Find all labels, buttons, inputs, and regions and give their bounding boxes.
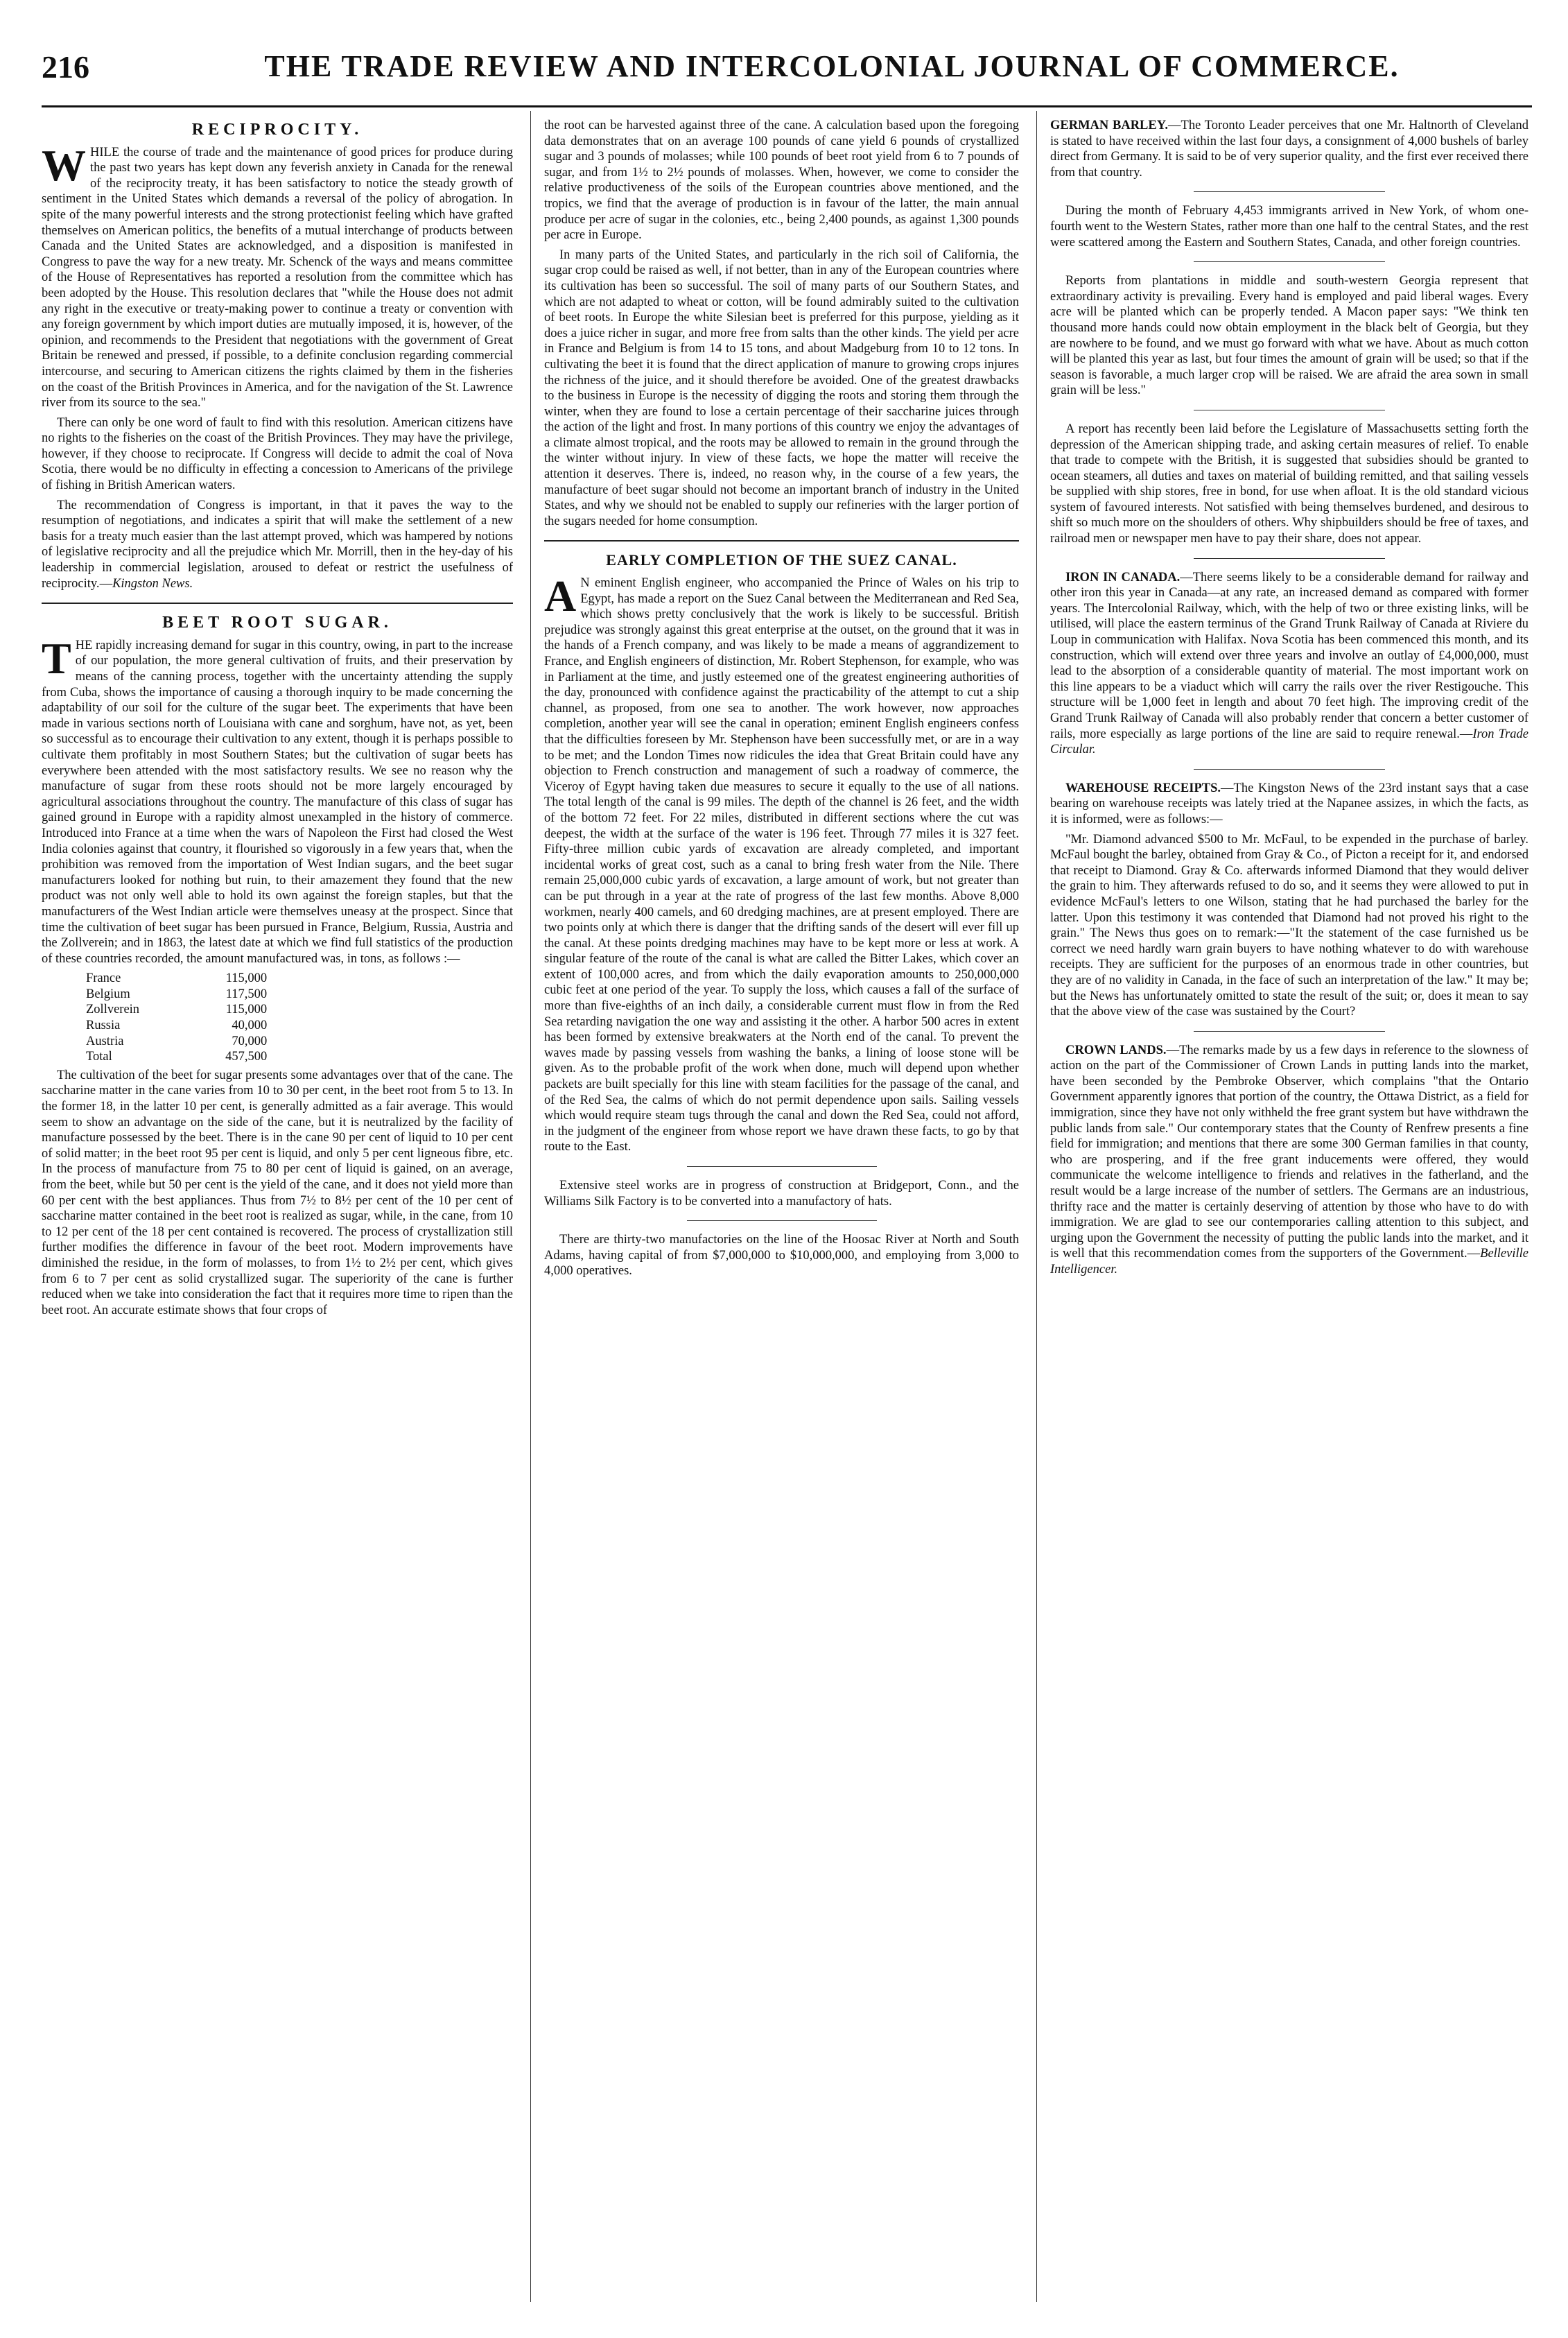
- article-separator: [42, 603, 513, 604]
- article-separator: [1194, 1031, 1385, 1032]
- column-3: [1050, 118, 1528, 2302]
- journal-title: THE TRADE REVIEW AND INTERCOLONIAL JOURNAL OF COMMERCE.: [264, 49, 1400, 83]
- article-separator: [687, 1166, 877, 1167]
- table-row: Zollverein 115,000: [86, 1003, 268, 1017]
- article-paragraph: THE rapidly increasing demand for sugar in this country, owing, in part to the increase of our population, the more general cultivation of fruits, and their preservation by means of the canning process, together with the uncertainty attending the supply from Cuba, shows the importance of causing a thorough inquiry to be made concerning the adaptability of our soil for the culture of the sugar beet. The experiments that have been made in various sections north of Louisiana with cane and sorghum, have not, as yet, been so successful as to encourage their cultivation to any extent, though it is perhaps possible to cultivate them profitably in most Southern States; but the cultivation of sugar beets has everywhere been attended with the most satisfactory results. We see no reason why the manufacture of sugar from these roots should not be more largely encouraged by agricultural associations throughout the country. The manufacture of this class of sugar has gained ground in Europe with a rapidity almost unexampled in the history of commerce. Introduced into France at a time when the wars of Napoleon the First had closed the West India colonies against that country, it flourished so vigorously in a few years that, when the prohibition was removed from the importation of West Indian sugars, and the beet sugar manufacturers looked for nothing but ruin, to their amazement they found that the new product was not only well able to hold its own against the foreign staples, but that the manufacturers of the West Indian article were themselves uneasy at the prospect. Since that time the cultivation of beet sugar has been pursued in France, Belgium, Russia, Austria and the Zollverein; and in 1863, the latest date at which we find full statistics of the production of these countries recorded, the amount manufactured was, in tons, as follows :—: [42, 633, 513, 966]
- article-separator: [1194, 261, 1385, 262]
- source-credit: Kingston News.: [112, 576, 193, 591]
- news-item-plantations: Reports from plantations in middle and south-western Georgia represent that extraordinary activity is prevailing. Every hand is employed and paid liberal wages. Every acre will be planted which can be properly tended. A Macon paper says: "We think ten thousand more hands could now obtain employment in the black belt of Georgia, but they are nowhere to be found, and we must go forward with what we have. About as much cotton will be planted this year as last, but four times the amount of grain will be used; so that if the season is favorable, a much larger crop will be raised. We are afraid the area sown in small grain will be less.": [1050, 274, 1528, 398]
- article-separator: [544, 540, 1019, 542]
- page-header: [42, 42, 1532, 104]
- news-item-iron: IRON IN CANADA.—There seems likely to be a considerable demand for railway and other iron this year in Canada—at any rate, an increased demand as compared with former years. The Intercolonial Railway, which, with the help of two or three existing links, will be utilised, will place the eastern terminus of the Grand Trunk Railway of Canada at Riviere du Loup in communication with Halifax. Nova Scotia has been commenced this month, and its construction, which will extend over three years and involve an outlay of £4,000,000, must lead to the absorption of a considerable quantity of material. The most important work on this line appears to be a viaduct which will carry the rails over the river Restigouche. This structure will be 1,000 feet in length and about 70 feet high. The improving credit of the Grand Trunk Railway of Canada will also probably render that concern a better customer of rails, more especially as large portions of the line are said to require renewal.—Iron Trade Circular.: [1050, 570, 1528, 757]
- article-beet-sugar: [42, 615, 513, 1318]
- news-item-immigrants: During the month of February 4,453 immigrants arrived in New York, of whom one-fourth went to the Western States, rather more than one half to the central States, and the rest were scattered among the Eastern and Southern States, Canada, and other foreign countries.: [1050, 204, 1528, 250]
- article-heading: EARLY COMPLETION OF THE SUEZ CANAL.: [606, 551, 957, 569]
- news-item-shipping: A report has recently been laid before the Legislature of Massachusetts setting forth the depression of the American shipping trade, and asking certain measures of relief. To enable that trade to compete with the British, it is suggested that subsidies should be granted to ocean steamers, all duties and taxes on material of building remitted, and that sailing vessels be supplied with ship stores, free in bond, for use when afloat. It is the old standard vicious system of favoured interests. Not satisfied with being themselves burdened, and desirous to shift so much more on the shoulders of others. Why shipbuilders should be free of taxes, and railroad men or newspaper men have to pay their share, does not appear.: [1050, 422, 1528, 546]
- drop-cap: W: [42, 140, 86, 190]
- source-credit: Iron Trade Circular.: [1050, 727, 1528, 757]
- page-number: 216: [42, 49, 89, 85]
- table-row: Russia 40,000: [86, 1019, 268, 1033]
- article-reciprocity: [42, 122, 513, 591]
- article-paragraph: The cultivation of the beet for sugar presents some advantages over that of the cane. The saccharine matter in the cane varies from 10 to 30 per cent, in the beet root from 5 to 13. In the former 18, in the latter 10 per cent, is generally admitted as a fair average. This would seem to show an advantage on the side of the cane, but it is neutralized by the facility of manufacture possessed by the beet. There is in the cane 90 per cent of liquid to 10 per cent of solid matter; in the beet root 95 per cent is liquid, and only 5 per cent ligneous fibre, etc. In the process of manufacture from 75 to 80 per cent of liquid is gained, on an average, from the beet, while but 50 per cent is the yield of the cane, and it does not yield more than 60 per cent with the best appliances. Thus from 7½ to 8½ per cent of the 10 per cent of saccharine matter contained in the beet root is realized as sugar, while, in the cane, from 10 to 12 per cent of the 18 per cent contained is recovered. The process of crystallization still further modifies the difference in favour of the beet root. Modern improvements have diminished the residue, in the form of molasses, to from 1½ to 2½ per cent, which gives from 6 to 7 per cent as solid crystallized sugar. The superiority of the cane is further reduced when we take into consideration the fact that it requires more time to ripen than the beet root. An accurate estimate shows that four crops of: [42, 1068, 513, 1317]
- news-item-warehouse: WAREHOUSE RECEIPTS.—The Kingston News of the 23rd instant says that a case bearing on warehouse receipts was lately tried at the Napanee assizes, in which the facts, as it is informed, were as follows:—: [1050, 781, 1528, 826]
- article-paragraph: The recommendation of Congress is important, in that it paves the way to the resumption of negotiations, and indicates a spirit that will make the settlement of a new basis for a treaty much easier than the last attempt proved, which was hampered by notions of legislative reciprocity and all the prejudice which Mr. Morrill, then in the hey-day of his leadership in commercial legislation, aroused to defeat or restrict the usefulness of reciprocity.—Kingston News.: [42, 498, 513, 591]
- news-item-barley: GERMAN BARLEY.—The Toronto Leader perceives that one Mr. Haltnorth of Cleveland is stated to have received within the last four days, a consignment of 4,000 bushels of barley direct from Germany. It is said to be of very superior quality, and the first ever received there from that country.: [1050, 119, 1528, 180]
- article-separator: [687, 1220, 877, 1221]
- article-paragraph: In many parts of the United States, and particularly in the rich soil of California, the sugar crop could be raised as well, if not better, than in any of the European countries where its cultivation has been so successful. The soil of many parts of our Southern States, and which are not adapted to wheat or cotton, will be found admirably suited to the cultivation of beet roots. In Europe the white Silesian beet is preferred for this purpose, yielding as it does a juice richer in sugar, and more free from salts than the other kinds. The yield per acre in France and Belgium is from 14 to 15 tons, and about Madgeburg from 10 to 12 tons. In cultivating the beet it is found that the direct application of manure to growing crops injures the richness of the juice, and it should therefore be avoided. One of the greatest drawbacks to the business in Europe is the necessity of digging the roots and storing them through the winter, when they are found to lose a certain percentage of their saccharine juices through the action of the light and frost. In many portions of this country we enjoy the advantages of a climate almost tropical, and the roots may be allowed to remain in the ground through the the winter without injury. In view of these facts, we hope the matter will receive the attention it deserves. There is, indeed, no reason why, in the course of a few years, the manufacture of beet sugar should not become an important branch of industry in the United States, and why we should not be enabled to supply our refineries with the larger portion of the sugars needed for home consumption.: [544, 248, 1019, 528]
- column-divider: [530, 111, 531, 2302]
- column-2: [544, 118, 1019, 2302]
- table-row: Austria 70,000: [86, 1034, 268, 1048]
- article-paragraph: There can only be one word of fault to find with this resolution. American citizens have no rights to the fisheries on the coast of the British Provinces. They may have the privilege, however, if they choose to reciprocate. If Congress will decide to admit the coal of Nova Scotia, there would be no difficulty in effecting a concession to Americans of the privilege of fishing in British American waters.: [42, 415, 513, 493]
- drop-cap: T: [42, 633, 71, 683]
- table-total-row: Total 457,500: [86, 1050, 268, 1064]
- column-1: [42, 118, 513, 2302]
- article-heading: BEET ROOT SUGAR.: [162, 614, 392, 632]
- column-divider: [1036, 111, 1037, 2302]
- news-item-warehouse-quote: "Mr. Diamond advanced $500 to Mr. McFaul, to be expended in the purchase of barley. McFaul bought the barley, obtained from Gray & Co., of Picton a receipt for it, and endorsed that receipt to Diamond. Gray & Co. afterwards informed Diamond that they would deliver the grain to him. They afterwards refused to do so, and it seems they were allowed to put in evidence McFaul's letters to one Wilson, stating that he had purchased the barley for the latter. Upon this testimony it was contended that Diamond had not proved his right to the grain." The News thus goes on to remark:—"It the statement of the case furnished us be correct we need hardly warn grain buyers to have nothing whatever to do with warehouse receipts. They are sufficient for the purposes of an enormous trade in other countries, but they are of no validity in Canada, in the face of such an interpretation of the law." It may be; but the News has unfortunately omitted to state the result of the suit; or, does it mean to say that the above view of the case was sustained by the Court?: [1050, 832, 1528, 1019]
- header-rule: [42, 105, 1532, 107]
- news-note: There are thirty-two manufactories on the line of the Hoosac River at North and South Adams, having capital of from $7,000,000 to $10,000,000, and employing from 3,000 to 4,000 operatives.: [544, 1233, 1019, 1279]
- news-item-crown-lands: CROWN LANDS.—The remarks made by us a few days in reference to the slowness of action on the part of the Commissioner of Crown Lands in putting lands into the market, have been seconded by the Pembroke Observer, which complains "that the Ontario Government apparently ignores that portion of the country, the Ottawa District, as a field for immigration, since they have not only withheld the free grant system but have withdrawn the public lands from sale." Our contemporary states that the County of Renfrew presents a fine field for immigration; and mentions that there are some 300 German families in that county, who are prospering, and if the free grant inducements were offered, they would communicate the welcome intelligence to friends and relatives in the fatherland, and the result would be a large increase of the number of settlers. The Germans are an industrious, thrifty race and the matter is certainly deserving of attention by those who have to do with immigration. We are glad to see our contemporaries calling attention to this subject, and urging upon the Government the necessity of putting the public lands into the market, and it is well that this recommendation comes from the supporters of the Government.—Belleville Intelligencer.: [1050, 1043, 1528, 1276]
- drop-cap: A: [544, 571, 577, 621]
- article-separator: [1194, 191, 1385, 192]
- newspaper-page: [42, 28, 1532, 2316]
- article-suez-canal: [544, 553, 1019, 1155]
- article-paragraph: the root can be harvested against three of the cane. A calculation based upon the foregoing data demonstrates that on an average 100 pounds of cane yield 6 pounds of crystallized sugar and 3 pounds of molasses; while 100 pounds of beet root yield from 6 to 7 pounds of sugar, and from 1½ to 2½ pounds of molasses. When, however, we come to consider the relative productiveness of the soils of the European countries above mentioned, and the tropics, we find that the average of production is in favour of the latter, the main annual produce per acre of sugar in the colonies, etc., being 2,400 pounds, as against 1,300 pounds per acre in Europe.: [544, 119, 1019, 243]
- article-paragraph: A N eminent English engineer, who accompanied the Prince of Wales on his trip to Egypt, has made a report on the Suez Canal between the Mediterranean and Red Sea, which shows pretty conclusively that the work is likely to be successful. British prejudice was strongly against this great enterprise at the outset, on the ground that it was in the hands of a French company, and was likely to be made a means of aggrandizement to France, and English engineers of distinction, Mr. Robert Stephenson, for example, who was in Parliament at the time, and justly esteemed one of the greatest engineering authorities of the day, pronounced with confidence against the practicability of the attempt to cut a ship channel, as proposed, from one sea to another. The work however, now approaches completion, another year will see the canal in operation; eminent English engineers confess that the difficulties foreseen by Mr. Stephenson have been successfully met, or are in a way to be met; and the London Times now ridicules the idea that Great Britain could have any objection to French construction and management of such a roadway of commerce, the Viceroy of Egypt having taken due measures to secure it equally to the use of all nations. The total length of the canal is 99 miles. The depth of the channel is 26 feet, and the width of the bottom 72 feet. For 22 miles, distributed in different sections where the cut was deepest, the width at the surface of the water is 196 feet. Through 77 miles it is 327 feet. Fifty-three million cubic yards of excavation are already completed, and important incidental works of great cost, such as a canal to bring fresh water from the Nile. There remain 25,000,000 cubic yards of excavation, a large amount of work, but not greater than can be put through in a year at the rate of progress of the last few months. Above 8,000 workmen, nearly 400 camels, and 60 dredging machines, are at present employed. There are two points only at which there is danger that the drifting sands of the desert will ever fill up the canal. At these points dredging machines may have to be kept more or less at work. A singular feature of the route of the canal is what are called the Bitter Lakes, which cover an extent of 100,000 acres, and from which the daily evaporation amounts to 250,000,000 cubic feet at one period of the year. To supply the loss, which causes a fall of the surface of more than five-eighths of an inch daily, a considerable current must flow in from the Red Sea retarding navigation the one way and assisting it the other. A harbor 500 acres in extent has been formed by extensive breakwaters at the North end of the canal. To prevent the waves made by passing vessels from washing the banks, a lining of loose stone will be given. As to the probable profit of the work when done, much will depend upon whether packets are built specially for this line with steam facilities for the passage of the canal, and of the Red Sea, the calms of which do not permit dependence upon sails. Sailing vessels which would require steam tugs through the canal and down the Red Sea, could not afford, in the judgment of the engineer from whose report we have drawn these facts, to go by that route to the East.: [544, 571, 1019, 1154]
- article-separator: [1194, 769, 1385, 770]
- table-row: France 115,000: [86, 971, 268, 986]
- article-separator: [1194, 558, 1385, 559]
- source-credit: Belleville Intelligencer.: [1050, 1247, 1528, 1276]
- table-row: Belgium 117,500: [86, 987, 268, 1001]
- article-heading: RECIPROCITY.: [191, 121, 363, 139]
- sugar-production-table: [83, 971, 270, 1065]
- article-paragraph: WHILE the course of trade and the maintenance of good prices for produce during the past two years has kept down any feverish anxiety in Canada for the renewal of the reciprocity treaty, it has been satisfactory to notice the steady growth of sentiment in the United States which demands a reversal of the policy of abrogation. In spite of the many powerful interests and the strong protectionist feeling which have grafted themselves on American politics, the benefits of a mutual interchange of products between Canada and the United States are acknowledged, and a disposition is manifested in Congress to pave the way for a new treaty. Mr. Schenck of the ways and means committee of the House of Representatives has reported a resolution from the committee which has been adopted by the House. This resolution declares that "while the House does not admit any right in the executive or treaty-making power to continue a treaty or convention with any foreign government by which import duties are mutually imposed, it is, however, of the opinion, and recommends to the President that negotiations with the government of Great Britain be renewed and pressed, if possible, to a definite conclusion regarding commercial intercourse, and securing to American citizens the rights claimed by them in the fisheries on the coast of the British Provinces in America, and for the navigation of the St. Lawrence river from its source to the sea.": [42, 140, 513, 410]
- news-note: Extensive steel works are in progress of construction at Bridgeport, Conn., and the Williams Silk Factory is to be converted into a manufactory of hats.: [544, 1179, 1019, 1209]
